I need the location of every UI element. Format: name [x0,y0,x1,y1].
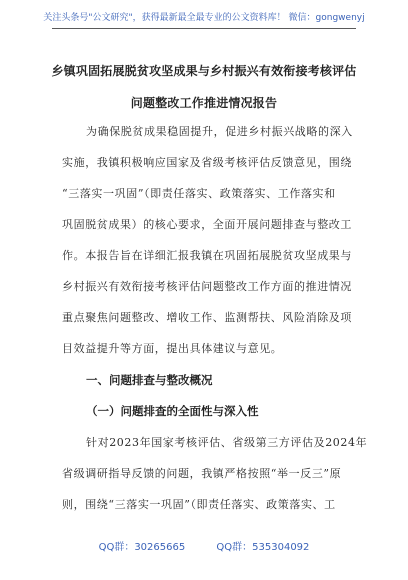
intro-line: 为确保脱贫成果稳固提升，促进乡村振兴战略的深入 [86,125,353,138]
body-line: 省级调研指导反馈的问题，我镇严格按照“举一反三”原 [62,467,342,480]
intro-line: 乡村振兴有效衔接考核评估问题整改工作方面的推进情况 [62,280,352,293]
intro-line: 作。本报告旨在详细汇报我镇在巩固拓展脱贫攻坚成果与 [62,249,352,262]
body-line: 针对2023年国家考核评估、省级第三方评估及2024年 [86,436,368,449]
intro-line: 巩固脱贫成果）的核心要求，全面开展问题排查与整改工 [62,218,352,231]
header-banner: 关注头条号"公文研究"，获得最新最全最专业的公文资料库！ 微信：gongwenyj [43,13,365,23]
subsection-heading: （一）问题排查的全面性与深入性 [86,404,259,418]
footer [0,538,408,553]
intro-line: 目效益提升等方面，提出具体建议与意见。 [62,342,283,355]
intro-line: 实施，我镇积极响应国家及省级考核评估反馈意见，围绕 [62,156,352,169]
intro-line: “三落实一巩固”（即责任落实、政策落实、工作落实和 [62,187,336,200]
intro-line: 重点聚焦问题整改、增收工作、监测帮扶、风险消除及项 [62,311,352,324]
document-title-line-1: 乡镇巩固拓展脱贫攻坚成果与乡村振兴有效衔接考核评估 [51,64,357,78]
header-divider [52,28,356,29]
body-line: 则，围绕“三落实一巩固”（即责任落实、政策落实、工 [62,498,336,511]
document-title-line-2: 问题整改工作推进情况报告 [130,96,278,110]
footer-qq-group-1: QQ群：30265665 [98,542,186,553]
section-heading: 一、问题排查与整改概况 [86,373,213,387]
footer-qq-group-2: QQ群：535304092 [216,542,310,553]
